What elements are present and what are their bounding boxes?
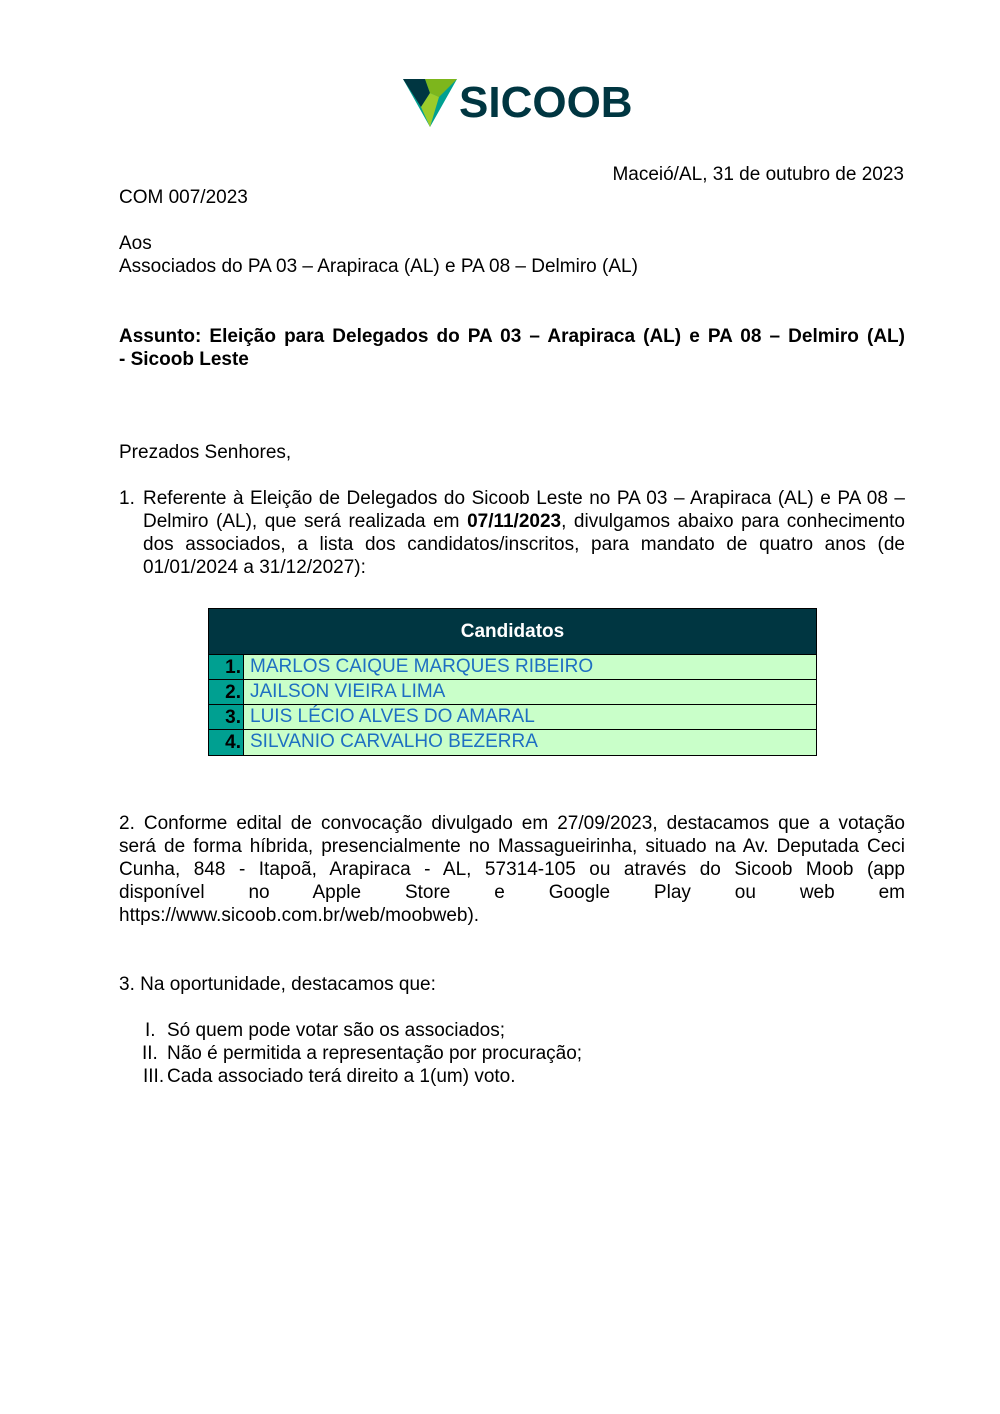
table-row: [209, 705, 816, 730]
paragraph-1-body: [143, 487, 905, 579]
paragraph-2: [119, 812, 905, 927]
paragraph-1-text-before: Referente à Eleição de Delegados do Sicoob Leste no PA 03 – Arapiraca (AL) e PA 08 – Delmiro (AL), que será realizada em: [143, 488, 905, 532]
sicoob-logo: [403, 77, 633, 129]
candidate-number: 4.: [209, 730, 244, 755]
subject: [119, 325, 905, 371]
greeting: Prezados Senhores,: [119, 442, 292, 463]
table-row: [209, 655, 816, 680]
recipient-line: Associados do PA 03 – Arapiraca (AL) e PA 08 – Delmiro (AL): [119, 256, 638, 277]
list-item: [119, 1065, 905, 1088]
paragraph-1: [119, 487, 905, 579]
candidate-number: 3.: [209, 705, 244, 729]
list-item-marker: III.: [143, 1066, 165, 1087]
table-row: [209, 680, 816, 705]
candidates-table-header: Candidatos: [209, 609, 816, 655]
moobweb-url: https://www.sicoob.com.br/web/moobweb).: [119, 905, 480, 926]
subject-line-2: - Sicoob Leste: [119, 349, 249, 370]
paragraph-2-spread: disponível no Apple Store e Google Play ou web em: [119, 882, 905, 903]
list-item-marker: II.: [142, 1043, 158, 1064]
table-row: [209, 730, 816, 755]
sicoob-logo-mark: [403, 77, 459, 129]
candidate-name: MARLOS CAIQUE MARQUES RIBEIRO: [250, 656, 594, 677]
list-item-text: Não é permitida a representação por procuração;: [167, 1043, 583, 1064]
reference-number: COM 007/2023: [119, 187, 248, 208]
list-item: [119, 1019, 905, 1042]
paragraph-2-main: 2. Conforme edital de convocação divulgado em 27/09/2023, destacamos que a votação será de forma híbrida, presencialmente no Massagueirinha, situado na Av. Deputada Ceci Cunha, 848 - Itapoã, Arapiraca - AL, 57314-105 ou através do Sicoob Moob (app: [119, 813, 905, 880]
list-item-text: Só quem pode votar são os associados;: [167, 1020, 505, 1041]
candidate-number: 1.: [209, 655, 244, 679]
candidate-name: SILVANIO CARVALHO BEZERRA: [250, 731, 538, 752]
list-item: [119, 1042, 905, 1065]
list-item-marker: I.: [145, 1020, 156, 1041]
candidates-table: [208, 608, 817, 756]
list-item-text: Cada associado terá direito a 1(um) voto.: [167, 1066, 516, 1087]
sicoob-logo-text: SICOOB: [459, 78, 633, 127]
letter-date: Maceió/AL, 31 de outubro de 2023: [612, 164, 904, 185]
paragraph-1-text-after: , divulgamos abaixo para conhecimento dos associados, a lista dos candidatos/inscritos, para mandato de quatro anos (de 01/01/2024 a 31/12/2027):: [143, 511, 905, 578]
candidate-number: 2.: [209, 680, 244, 704]
candidate-name: LUIS LÉCIO ALVES DO AMARAL: [250, 706, 535, 727]
rules-list: [119, 1019, 905, 1088]
recipient-salutation: Aos: [119, 233, 152, 254]
subject-line-1: Assunto: Eleição para Delegados do PA 03 – Arapiraca (AL) e PA 08 – Delmiro (AL): [119, 326, 905, 347]
election-date: 07/11/2023: [467, 511, 562, 532]
paragraph-3: 3. Na oportunidade, destacamos que:: [119, 974, 436, 995]
candidate-name: JAILSON VIEIRA LIMA: [250, 681, 446, 702]
paragraph-1-number: 1.: [119, 488, 135, 509]
